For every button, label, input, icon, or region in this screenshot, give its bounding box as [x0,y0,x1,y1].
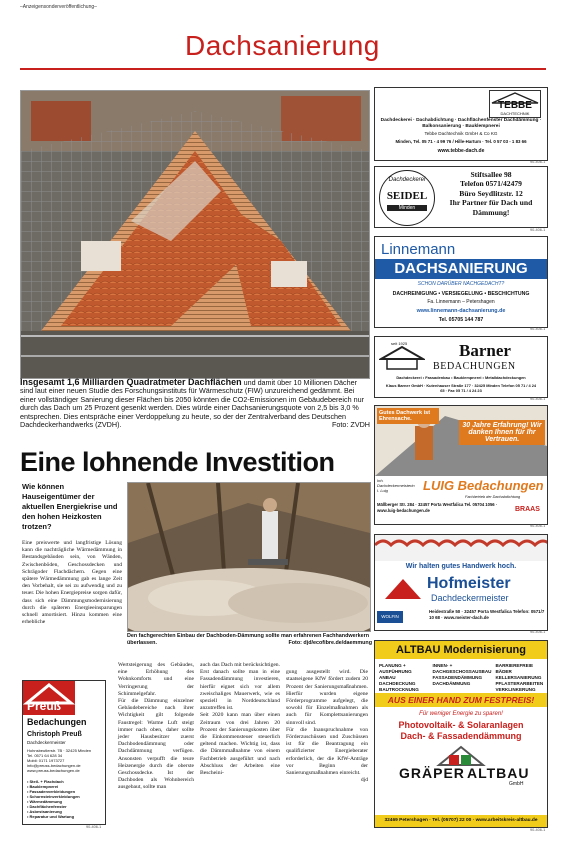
ad-preuss [22,680,106,825]
altbau-service: VERKLINKERUNG [495,687,536,692]
linnemann-company: Fa. Linnemann – Petershagen [427,299,495,305]
altbau-energy-line: Photovoltaik- & Solaranlagen Dach- & Fassadendämmung [398,720,524,741]
preuss-brand: Preuß [27,699,62,713]
preuss-service: • Steil- + Flachdach [27,779,64,784]
linnemann-name: Linnemann [381,241,456,258]
barner-sub: BEDACHUNGEN [433,361,516,372]
seidel-addr1: Stiftsallee 98 [470,170,512,179]
preuss-service: • Asbestsanierung [27,809,62,814]
linnemann-headline: DACHSANIERUNG [375,259,547,279]
barner-contact: Klaus Barner GmbH · Kutenhauser Straße 177 · 32425 Minden Telefon 05 71 / 4 24 65 · Fax 05 71 / 4 24 23 [385,383,537,393]
ad-code: 90-406-1 [530,524,546,528]
article-column-1: Eine preiswerte und langfristige Lösung kann die nachträgliche Wärmedämmung in Bestandsgebäuden sein, von Wänden, Zwischenböden, Geschossdecken und Schrägoder Flachdächern. Gegen eine spätere Wärmedämmung gab es lange Zeit den Vorbehalt, sie sei zu aufwendig und zu teuer. Die hohen Energiepreise sorgen dafür, dass sich eine Dämmungsmodernisierung durch die späteren Energieeinsparungen schnell amortisiert. Hinzu kommen eine erhebliche [22,540,122,626]
ad-tebbe [374,87,548,161]
preuss-service: • Reparatur und Wartung [27,814,75,819]
altbau-service: BARRIEREFREIE BÄDER [495,663,534,674]
barner-since: seit 1925 [391,341,408,346]
altbau-contact: 32469 Petershagen · Tel. (05707) 22 00 · www.arbeitskreis-altbau.de [375,815,547,827]
article-headline: Eine lohnende Investition [20,447,335,477]
altbau-service: ANBAU [379,675,396,680]
tebbe-brand: TEBBE [498,100,532,111]
seidel-name: SEIDEL [386,190,428,202]
luig-contact: Mällberger Str. 284 · 32457 Porta Westfalica Tel. 05704 1056 · www.luig-bedachungen.de [377,502,498,513]
ad-code: 90-406-1 [530,160,546,164]
altbau-service: PFLASTERARBEITEN [495,681,544,686]
altbau-brand2: ALTBAU [467,765,530,781]
preuss-service: • Fassadenverkleidungen [27,789,76,794]
seidel-addr2: Büro Seydlitzstr. 12 [459,188,523,198]
insulation-photo-caption [127,633,372,647]
tebbe-contact: Minden, Tel. 05 71 - 4 99 76 / Hille-Hartum · Tel. 0 57 03 - 1 83 66 [395,139,527,144]
preuss-address: Hohnsbeutlerstr. 7B · 32425 Minden [27,748,92,753]
caption-text: und damit über 10 Millionen Dächer sind laut einer neuen Studie des Forschungsinstituts für Wärmeschutz (FIW) unzureichend gedämmt. Bei einer vollständiger Sanierung dieser Flächen bis 2050 könnten die CO2-Emissionen im Gebäudebereich nur durch das Dach um 25 Prozent gesenkt werden. Dies würde einer Dachsanierungsquote von 2,5 bis 3,0 % entsprechen. Dies entspräche einer Verdoppelung zu heute, so der der Zentralverband des Deutschen Dachdeckerhandwerks (ZVDH). [20,378,365,430]
linnemann-services: DACHREINIGUNG • VERSIEGELUNG • BESCHICHTUNG [392,291,530,297]
seidel-logo [379,170,435,226]
tebbe-services: Dachdeckerei · Dachabdichtung · Dachflächenfenster Dachdämmung · Balkonsanierung · Bauklempnerei [380,118,542,129]
ad-hofmeister [374,534,548,631]
ad-code: 90-406-1 [530,228,546,232]
preuss-title: Dachdeckermeister [27,740,66,745]
tebbe-sub: DACHTECHNIK [500,111,530,116]
seidel-arc: Dachdeckerei [388,177,426,183]
seidel-info [437,170,545,217]
preuss-mail[interactable]: info@preuss-bedachungen.de [27,763,81,768]
preuss-service: • Wärmedämmung [27,799,62,804]
supplement-label: –Anzeigensonderveröffentlichung– [20,4,97,10]
luig-brand: LUIG Bedachungen [423,478,544,493]
caption-highlight: Insgesamt 1,6 Milliarden Quadratmeter Dachflächen [20,377,242,387]
linnemann-slogan: SCHON DARÜBER NACHGEDACHT? [417,281,505,287]
article-column-2: Wertsteigerung des Gebäudes, eine Erhöhung des Wohnkomforts und eine Verringerung der Schimmelgefahr. Für die Dämmung einzelner Gebäudebereiche nach ihrer Wichtigkeit gilt folgende Faustregel: Warme Luft steigt immer nach oben, daher sollte jeder Hausbesitzer zuerst Dachbodendämmung oder Dachdämmung verfügen. Ansonsten verpufft die teure Heizenergie durch die oberste Geschossdecke. Ist der Dachboden als Wohnbereich ausgebaut, sollte man [118,662,194,791]
ad-luig [374,405,548,525]
caption-credit: Foto: ZVDH [332,420,370,430]
seidel-city: Minden [387,205,427,211]
luig-banner: 30 Jahre Erfahrung! Wir danken Ihnen für Ihr Vertrauen. [459,420,545,445]
article-column-4-end: djd [360,777,368,784]
preuss-service: • Bauklempnerei [27,784,59,789]
preuss-owner: Christoph Preuß [27,731,82,738]
luig-partner: BRAAS [515,506,540,513]
tebbe-web[interactable]: www.tebbe-dach.de [437,148,485,154]
article-column-4-text: gung ausgestellt wird. Die staatseigene KfW fördert zudem 20 Prozent der Sanierungsmaßnahmen. Hierfür wurden eigene Förderprogramme aufgelegt, die sowohl für Einzelmaßnahmen als auch für Komplettsanierungen sinnvoll sind. Für die Inanspruchnahme von Förderzuschüssen und Zuschüssen ist für die Beantragung ein qualifizierter Energieberater erforderlich, der die KfW-Anträge vor Beginn der Sanierungsmaßnahmen einreicht. [286,669,368,777]
altbau-service: DACHDÄMMUNG [432,681,471,686]
hofmeister-partner: WOLFIN [377,611,403,623]
luig-owner: Inh. Dachdeckermeisterin I. Luig [377,478,415,493]
hofmeister-tagline: Wir halten gutes Handwerk hoch. [405,563,517,570]
house-icon [379,345,425,371]
altbau-service: FASSADENDÄMMUNG [432,675,483,680]
house-icon [383,575,423,601]
altbau-service: DACHDECKUNG [379,681,416,686]
preuss-services [27,779,103,819]
luig-badge: Gutes Dachwerk ist Ehrensache. [377,408,439,424]
section-title: Dachsanierung [185,30,380,61]
ad-altbau [374,640,548,828]
altbau-service: KELLERSANIERUNG [495,675,542,680]
altbau-brand1: GRÄPER [399,765,465,781]
preuss-service: • Schornsteinverkleidungen [27,794,80,799]
insulation-photo [127,482,371,632]
tebbe-company: Tebbe Dachtechnik GmbH & Co KG [424,131,498,136]
hofmeister-contact: Heidestraße 50 · 32457 Porta Westfalica Telefon: 0571/7 10 68 · www.meister-dach.de [429,609,545,620]
roof-photo [20,90,370,379]
roof-photo-caption [20,378,370,429]
preuss-sub: Bedachungen [27,717,87,727]
insulation-caption-credit: Foto: djd/ecofibre.de/daemmung [288,640,372,646]
altbau-service: BAUTROCKNUNG [379,687,419,692]
title-rule [20,68,546,70]
article-column-4 [286,662,368,784]
preuss-service: • Dachflächenfenster [27,804,67,809]
seidel-phone: Telefon 0571/42479 [460,179,522,189]
luig-tag: Fachbetrieb der Dachabdichtung [465,495,521,499]
ad-seidel [374,166,548,228]
ad-code: 90-406-1 [530,397,546,401]
preuss-contact [27,748,103,773]
altbau-slogan: AUS EINER HAND ZUM FESTPREIS! [375,693,547,707]
hofmeister-name: Hofmeister [427,575,511,592]
altbau-service: INNEN- + DACHGESCHOSSAUSBAU [432,663,492,674]
tiles-banner [375,535,547,561]
ad-code: 90-406-1 [86,825,102,829]
ad-linnemann [374,236,548,328]
ad-code: 90-406-1 [530,630,546,634]
barner-name: Barner [459,341,511,360]
preuss-phone: Tel. 0571 64 628 34 [27,753,63,758]
ad-code: 90-406-1 [530,327,546,331]
preuss-web[interactable]: www.preuss-bedachungen.de [27,768,80,773]
ad-code: 90-406-1 [530,828,546,832]
altbau-services [379,663,545,693]
altbau-brand-sub: GmbH [509,781,524,787]
house-logo-icon [433,745,489,767]
hofmeister-sub: Dachdeckermeister [431,593,509,603]
insulation-caption-text: Den fachgerechten Einbau der Dachboden-Dämmung sollte man erfahrenen Fachhandwerkern überlassen. [127,633,370,646]
ad-barner [374,336,548,398]
seidel-slogan: Ihr Partner für Dach und Dämmung! [449,198,533,217]
tebbe-logo [489,90,541,118]
linnemann-phone: Tel. 05705 144 787 [438,317,484,323]
article-column-3: auch das Dach mit berücksichtigen. Erst danach sollte man in eine Fassadendämmung investieren, hierfür eignet sich vor allem zweischaliges Mauerwerk, wie es speziell in Norddeutschland anzutreffen ist. Seit 2020 kann man über einen Zeitraum von drei Jahren 20 Prozent der Sanierungskosten über die Einkommensteuer steuerlich geltend machen. Wichtig ist, dass die Dämmmaßnahme von einem Fachbetrieb ausgeführt und nach Abschluss der Arbeiten eine Bescheini- [200,662,280,777]
altbau-title: ALTBAU Modernisierung [375,641,547,659]
altbau-energy-intro: Für weniger Energie zu sparen! [419,711,503,717]
preuss-mobile: Mobil: 0171 1973727 [27,758,65,763]
barner-services: Dachdeckerei • Fassadenbau • Bauklempnerei • Metalldachdeckungen [396,375,526,380]
article-lead: Wie können Hauseigentümer der aktuellen Energiekrise und den hohen Heizkosten trotzen? [22,482,118,531]
altbau-service: PLANUNG + AUSFÜHRUNG [379,663,412,674]
linnemann-web[interactable]: www.linnemann-dachsanierung.de [416,308,506,314]
